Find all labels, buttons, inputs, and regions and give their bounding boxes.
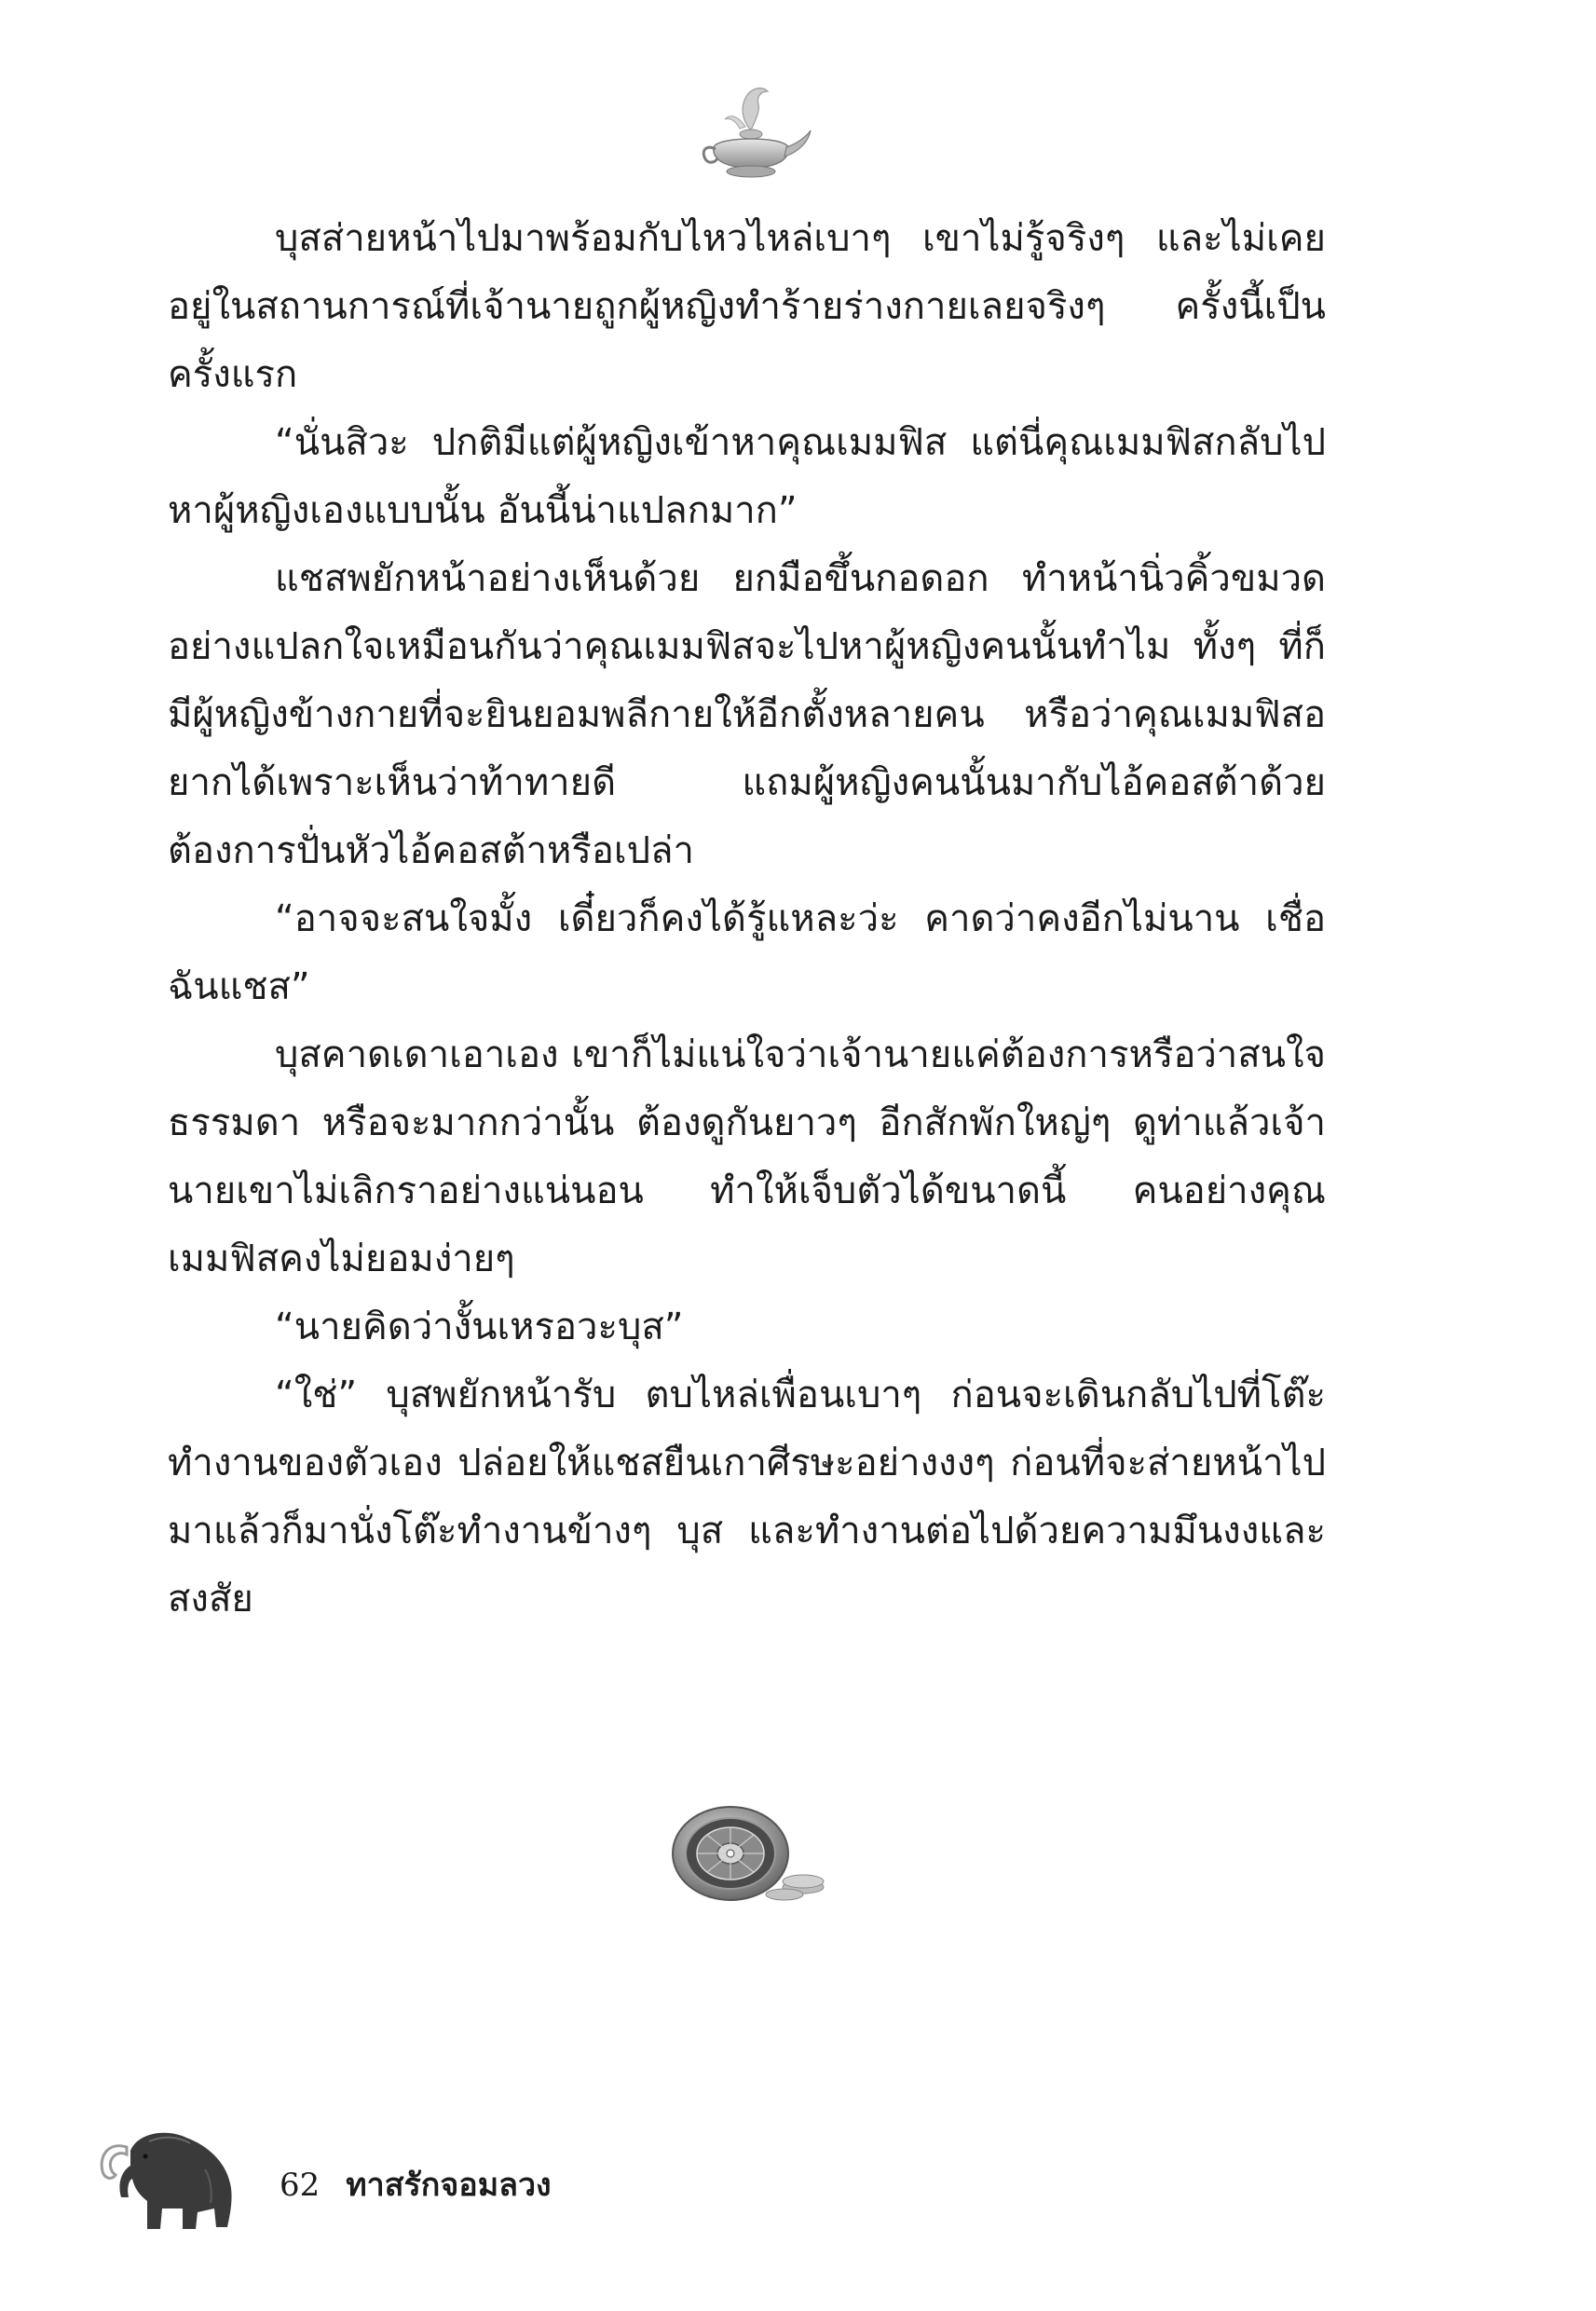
paragraph: “ใช่” บุสพยักหน้ารับ ตบไหล่เพื่อนเบาๆ ก่อนจะเดินกลับไปที่โต๊ะทำงานของตัวเอง ปล่อยให้แชสยืนเกาศีรษะอย่างงงๆ ก่อนที่จะส่ายหน้าไปมาแล้วก็มานั่งโต๊ะทำงานข้างๆ บุส และทำงานต่อไปด้วยความมึนงงและสงสัย bbox=[168, 1374, 1326, 1620]
book-title: ทาสรักจอมลวง bbox=[346, 2167, 552, 2204]
page-number: 62 bbox=[280, 2167, 321, 2204]
paragraph: บุสคาดเดาเอาเอง เขาก็ไม่แน่ใจว่าเจ้านายแค่ต้องการหรือว่าสนใจธรรมดา หรือจะมากกว่านั้น ต้องดูกันยาวๆ อีกสักพักใหญ่ๆ ดูท่าแล้วเจ้านายเขาไม่เลิกราอย่างแน่นอน ทำให้เจ็บตัวได้ขนาดนี้ คนอย่างคุณเมมฟิสคงไม่ยอมง่ายๆ bbox=[168, 1033, 1326, 1280]
paragraph: บุสส่ายหน้าไปมาพร้อมกับไหวไหล่เบาๆ เขาไม่รู้จริงๆ และไม่เคยอยู่ในสถานการณ์ที่เจ้านายถูกผู้หญิงทำร้ายร่างกายเลยจริงๆ ครั้งนี้เป็นครั้งแรก bbox=[168, 217, 1326, 396]
paragraph: “อาจจะสนใจมั้ง เดี๋ยวก็คงได้รู้แหละว่ะ คาดว่าคงอีกไม่นาน เชื่อฉันแชส” bbox=[168, 897, 1326, 1008]
paragraph: แชสพยักหน้าอย่างเห็นด้วย ยกมือขึ้นกอดอก ทำหน้านิ่วคิ้วขมวดอย่างแปลกใจเหมือนกันว่าคุณเมมฟิสจะไปหาผู้หญิงคนนั้นทำไม ทั้งๆ ที่ก็มีผู้หญิงข้างกายที่จะยินยอมพลีกายให้อีกตั้งหลายคน หรือว่าคุณเมมฟิสอยากได้เพราะเห็นว่าท้าทายดี แถมผู้หญิงคนนั้นมากับไอ้คอสต้าด้วย ต้องการปั่นหัวไอ้คอสต้าหรือเปล่า bbox=[168, 557, 1326, 872]
story-text bbox=[168, 205, 1326, 1634]
roulette-wheel-icon bbox=[663, 1801, 831, 1913]
paragraph: “นายคิดว่างั้นเหรอวะบุส” bbox=[275, 1306, 684, 1348]
genie-lamp-icon bbox=[686, 82, 816, 185]
paragraph: “นั่นสิวะ ปกติมีแต่ผู้หญิงเข้าหาคุณเมมฟิส แต่นี่คุณเมมฟิสกลับไปหาผู้หญิงเองแบบนั้น อันนี้น่าแปลกมาก” bbox=[168, 421, 1326, 532]
mammoth-icon bbox=[93, 2123, 242, 2235]
page-footer bbox=[280, 2162, 552, 2208]
